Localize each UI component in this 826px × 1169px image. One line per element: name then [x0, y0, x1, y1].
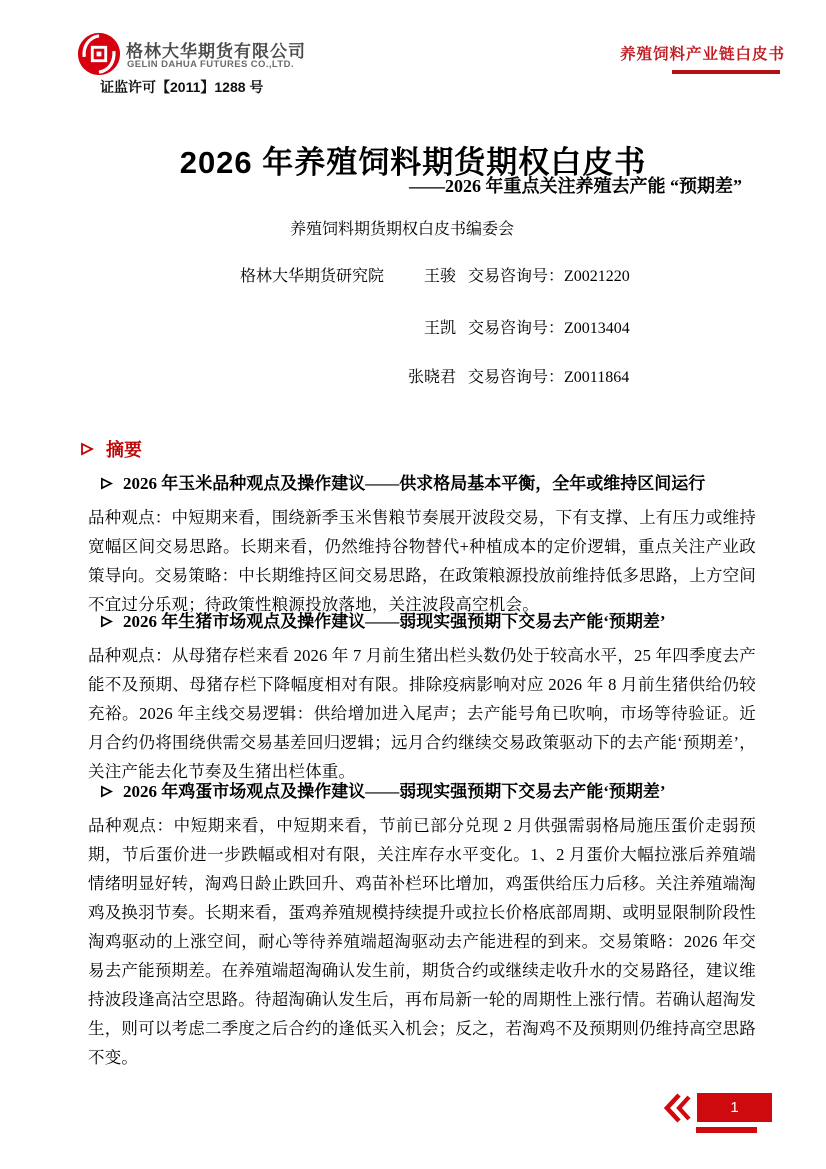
- section-body-hog: 品种观点：从母猪存栏来看 2026 年 7 月前生猪出栏头数仍处于较高水平，25 年四季度去产能不及预期、母猪存栏下降幅度相对有限。排除疫病影响对应 2026 年 8 月前生猪供给仍较充裕。2026 年主线交易逻辑：供给增加进入尾声；去产能号角已吹响，市场等待验证。近月合约仍将围绕供需交易基差回归逻辑；远月合约继续交易政策驱动下的去产能‘预期差’，关注产能去化节奏及生猪出栏体重。: [88, 646, 756, 781]
- subtitle: ——2026 年重点关注养殖去产能 “预期差”: [409, 176, 742, 196]
- company-name: 格林大华期货有限公司: [126, 42, 306, 61]
- code-value: Z0013404: [564, 320, 630, 337]
- license-number: 证监许可【2011】1288 号: [100, 79, 264, 95]
- arrow-bullet-icon: [100, 785, 113, 798]
- section-heading-text: 2026 年玉米品种观点及操作建议——供求格局基本平衡，全年或维持区间运行: [123, 474, 706, 493]
- series-label: 养殖饲料产业链白皮书: [619, 46, 785, 63]
- section-heading-text: 2026 年生猪市场观点及操作建议——弱现实强预期下交易去产能‘预期差’: [123, 612, 666, 631]
- arrow-bullet-icon: [100, 615, 113, 628]
- author-name: 王凯: [423, 320, 456, 337]
- page-title: 2026 年养殖饲料期货期权白皮书: [179, 144, 647, 180]
- author-name: 张晓君: [408, 369, 457, 386]
- company-name-en: GELIN DAHUA FUTURES CO.,LTD.: [127, 59, 294, 70]
- code-value: Z0021220: [564, 268, 630, 285]
- back-chevron-icon: [662, 1092, 694, 1124]
- page-number: 1: [730, 1099, 739, 1116]
- spacer: [240, 364, 396, 387]
- author-code: [468, 315, 630, 338]
- section-body-corn: 品种观点：中短期来看，围绕新季玉米售粮节奏展开波段交易，下有支撑、上有压力或维持宽幅区间交易思路。长期来看，仍然维持谷物替代+种植成本的定价逻辑，重点关注产业政策导向。交易策略：中长期维持区间交易思路，在政策粮源投放前维持低多思路，上方空间不宜过分乐观；待政策性粮源投放落地，关注波段高空机会。: [88, 508, 756, 614]
- code-label: 交易咨询号：: [468, 320, 565, 337]
- spacer: [240, 315, 396, 338]
- committee-line: 养殖饲料期货期权白皮书编委会: [289, 221, 514, 238]
- arrow-bullet-icon: [100, 477, 113, 490]
- code-label: 交易咨询号：: [468, 369, 565, 386]
- institute-name: 格林大华期货研究院: [240, 268, 385, 285]
- section-heading-text: 2026 年鸡蛋市场观点及操作建议——弱现实强预期下交易去产能‘预期差’: [123, 782, 666, 801]
- section-heading-corn: [100, 474, 760, 494]
- section-heading-egg: [100, 782, 760, 802]
- code-value: Z0011864: [564, 369, 630, 386]
- abstract-title: 摘要: [106, 440, 142, 460]
- abstract-heading: [80, 436, 142, 462]
- arrow-bullet-icon: [80, 442, 94, 456]
- series-underline: [672, 70, 780, 74]
- author-code: [468, 263, 630, 286]
- author-block: [240, 263, 630, 387]
- page-number-badge: [697, 1093, 772, 1122]
- company-logo-icon: [76, 31, 122, 77]
- author-code: [468, 364, 630, 387]
- section-body-egg: 品种观点：中短期来看，中短期来看，节前已部分兑现 2 月供强需弱格局施压蛋价走弱预期，节后蛋价进一步跌幅或相对有限，关注库存水平变化。1、2 月蛋价大幅拉涨后养殖端情绪明显好转，淘鸡日龄止跌回升、鸡苗补栏环比增加，鸡蛋供给压力后移。关注养殖端淘鸡及换羽节奏。长期来看，蛋鸡养殖规模持续提升或拉长价格底部周期、或明显限制阶段性淘鸡驱动的上涨空间，耐心等待养殖端超淘驱动去产能进程的到来。交易策略：2026 年交易去产能预期差。在养殖端超淘确认发生前，期货合约或继续走收升水的交易路径，建议维持波段逢高沽空思路。待超淘确认发生后，再布局新一轮的周期性上涨行情。若确认超淘发生，则可以考虑二季度之后合约的逢低买入机会；反之，若淘鸡不及预期则仍维持高空思路不变。: [88, 816, 756, 1067]
- page-number-underline: [696, 1127, 757, 1133]
- section-heading-hog: [100, 612, 760, 632]
- code-label: 交易咨询号：: [468, 268, 565, 285]
- author-name: 王骏: [423, 268, 456, 285]
